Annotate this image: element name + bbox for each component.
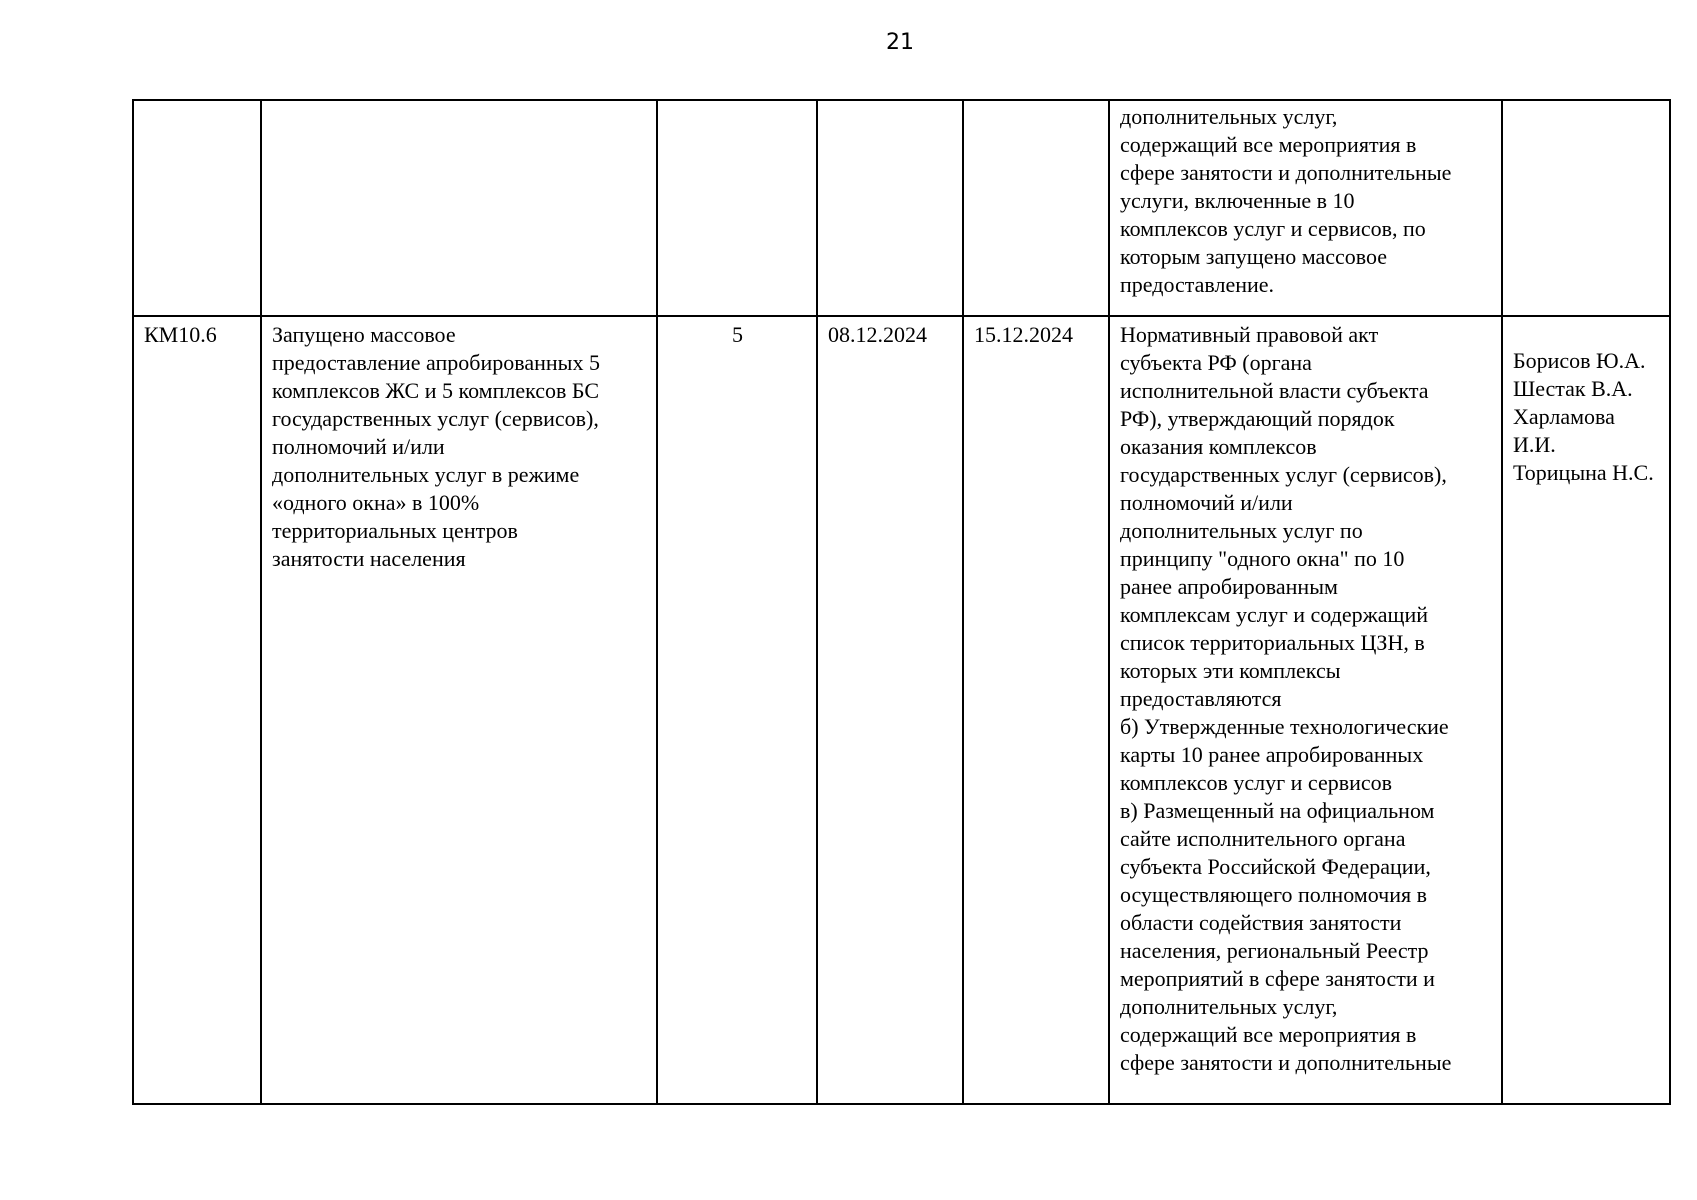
cell-code: КМ10.6 bbox=[133, 316, 261, 1104]
cell-responsible bbox=[1502, 100, 1670, 316]
table-row bbox=[133, 100, 1670, 316]
cell-value: 5 bbox=[657, 316, 817, 1104]
cell-code bbox=[133, 100, 261, 316]
table-row bbox=[133, 316, 1670, 1104]
cell-result: Нормативный правовой акт субъекта РФ (органа исполнительной власти субъекта РФ), утверждающий порядок оказания комплексов государственных услуг (сервисов), полномочий и/или дополнительных услуг по принципу "одного окна" по 10 ранее апробированным комплексам услуг и содержащий список территориальных ЦЗН, в которых эти комплексы предоставляются б) Утвержденные технологические карты 10 ранее апробированных комплексов услуг и сервисов в) Размещенный на официальном сайте исполнительного органа субъекта Российской Федерации, осуществляющего полномочия в области содействия занятости населения, региональный Реестр мероприятий в сфере занятости и дополнительных услуг, содержащий все мероприятия в сфере занятости и дополнительные bbox=[1109, 316, 1502, 1104]
cell-name bbox=[261, 100, 657, 316]
cell-start-date: 08.12.2024 bbox=[817, 316, 963, 1104]
cell-name: Запущено массовое предоставление апробированных 5 комплексов ЖС и 5 комплексов БС государственных услуг (сервисов), полномочий и/или дополнительных услуг в режиме «одного окна» в 100% территориальных центров занятости населения bbox=[261, 316, 657, 1104]
milestone-table bbox=[132, 99, 1671, 1105]
cell-end-date bbox=[963, 100, 1109, 316]
page-number: 21 bbox=[886, 30, 914, 55]
cell-value bbox=[657, 100, 817, 316]
cell-result: дополнительных услуг, содержащий все мероприятия в сфере занятости и дополнительные услуги, включенные в 10 комплексов услуг и сервисов, по которым запущено массовое предоставление. bbox=[1109, 100, 1502, 316]
cell-responsible: Борисов Ю.А. Шестак В.А. Харламова И.И. Торицына Н.С. bbox=[1502, 316, 1670, 1104]
cell-start-date bbox=[817, 100, 963, 316]
cell-end-date: 15.12.2024 bbox=[963, 316, 1109, 1104]
